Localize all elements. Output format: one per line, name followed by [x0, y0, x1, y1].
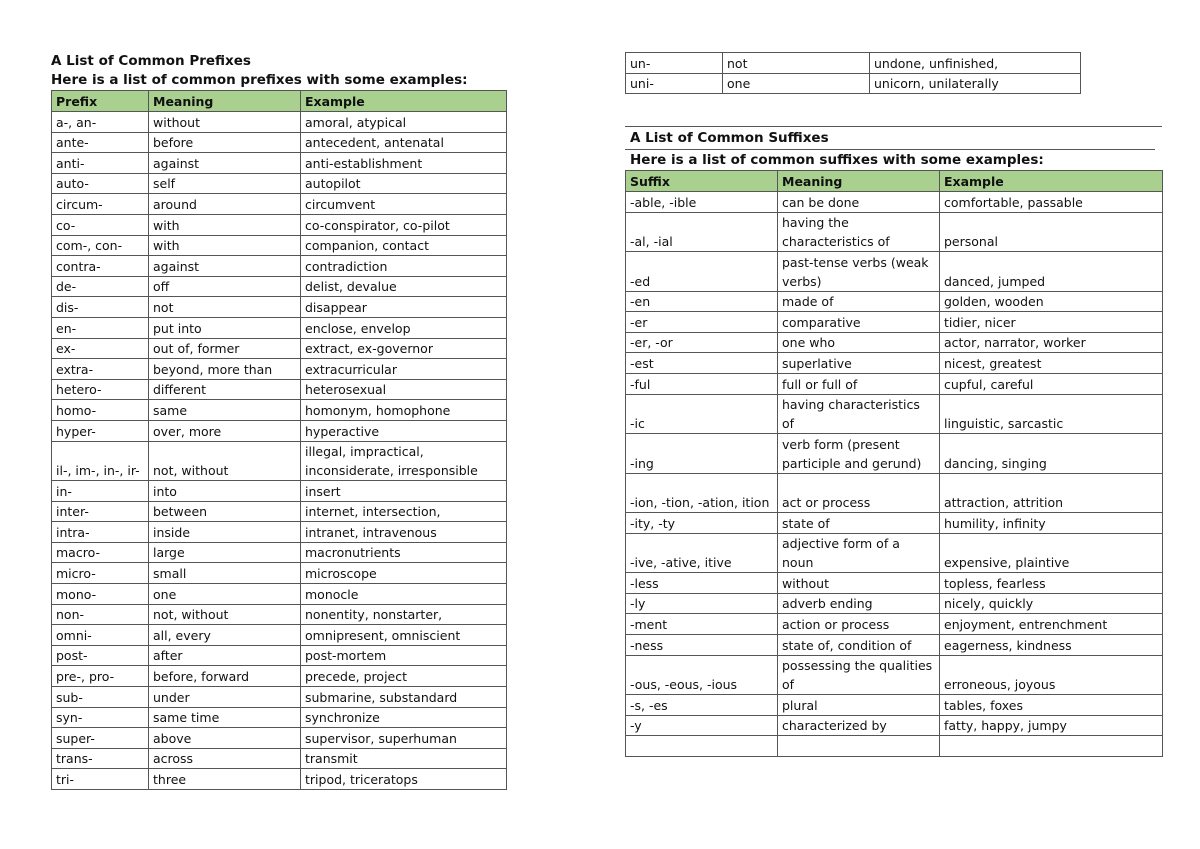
- cell-example: amoral, atypical: [301, 112, 507, 133]
- cell-meaning: one: [149, 583, 301, 604]
- table-row: [52, 522, 507, 543]
- cell-example: extract, ex-governor: [301, 338, 507, 359]
- table-row: [52, 748, 507, 769]
- prefixes-header-row: [52, 91, 507, 112]
- cell-suffix: -ment: [626, 614, 778, 635]
- cell-prefix: post-: [52, 645, 149, 666]
- cell-example: comfortable, passable: [940, 192, 1163, 213]
- suffixes-intro: Here is a list of common suffixes with some examples:: [630, 152, 1044, 168]
- cell-prefix: ex-: [52, 338, 149, 359]
- table-row: [626, 533, 1163, 573]
- cell-example: personal: [940, 212, 1163, 252]
- cell-meaning: after: [149, 645, 301, 666]
- table-row: [626, 593, 1163, 614]
- column-header-prefix: Prefix: [52, 91, 149, 112]
- cell-example: disappear: [301, 297, 507, 318]
- cell-example: autopilot: [301, 173, 507, 194]
- cell-meaning: large: [149, 542, 301, 563]
- cell-meaning: above: [149, 728, 301, 749]
- cell-suffix: -er, -or: [626, 332, 778, 353]
- cell-suffix: -y: [626, 715, 778, 736]
- cell-example: hyperactive: [301, 420, 507, 441]
- table-row: [52, 542, 507, 563]
- cell-example: nicest, greatest: [940, 353, 1163, 374]
- table-row: [52, 132, 507, 153]
- cell-prefix: en-: [52, 317, 149, 338]
- table-row: [52, 214, 507, 235]
- cell-prefix: super-: [52, 728, 149, 749]
- cell-prefix: com-, con-: [52, 235, 149, 256]
- cell-meaning: act or process: [778, 473, 940, 513]
- cell-example: dancing, singing: [940, 434, 1163, 474]
- cell-suffix: -ness: [626, 634, 778, 655]
- cell-prefix: hetero-: [52, 379, 149, 400]
- cell-prefix: uni-: [626, 73, 723, 94]
- cell-meaning: not, without: [149, 604, 301, 625]
- cell-prefix: auto-: [52, 173, 149, 194]
- cell-meaning: with: [149, 235, 301, 256]
- cell-example: submarine, substandard: [301, 686, 507, 707]
- table-row: [626, 695, 1163, 716]
- table-row: [626, 332, 1163, 353]
- table-row: [626, 212, 1163, 252]
- column-header-meaning: Meaning: [778, 171, 940, 192]
- cell-prefix: pre-, pro-: [52, 666, 149, 687]
- cell-example: post-mortem: [301, 645, 507, 666]
- cell-example: synchronize: [301, 707, 507, 728]
- cell-example: danced, jumped: [940, 252, 1163, 292]
- cell-meaning: superlative: [778, 353, 940, 374]
- cell-prefix: sub-: [52, 686, 149, 707]
- cell-example: linguistic, sarcastic: [940, 394, 1163, 434]
- cell-meaning: having the characteristics of: [778, 212, 940, 252]
- table-row: [52, 379, 507, 400]
- cell-suffix: -ed: [626, 252, 778, 292]
- cell-meaning: with: [149, 214, 301, 235]
- table-row: [626, 434, 1163, 474]
- table-row: [52, 604, 507, 625]
- cell-example: erroneous, joyous: [940, 655, 1163, 695]
- cell-example: anti-establishment: [301, 153, 507, 174]
- cell-example: internet, intersection,: [301, 501, 507, 522]
- table-row: [52, 112, 507, 133]
- table-row: [626, 291, 1163, 312]
- table-row: [52, 645, 507, 666]
- cell-example: illegal, impractical, inconsiderate, irresponsible: [301, 441, 507, 481]
- table-row: [52, 666, 507, 687]
- cell-example: monocle: [301, 583, 507, 604]
- cell-example: enjoyment, entrenchment: [940, 614, 1163, 635]
- cell-meaning: against: [149, 256, 301, 277]
- cell-meaning: self: [149, 173, 301, 194]
- cell-meaning: without: [778, 573, 940, 594]
- cell-meaning: before, forward: [149, 666, 301, 687]
- cell-example: expensive, plaintive: [940, 533, 1163, 573]
- cell-meaning: under: [149, 686, 301, 707]
- cell-meaning: out of, former: [149, 338, 301, 359]
- prefixes-table-continued: [625, 52, 1081, 94]
- cell-prefix: mono-: [52, 583, 149, 604]
- cell-meaning: against: [149, 153, 301, 174]
- cell-suffix: -er: [626, 312, 778, 333]
- cell-prefix: non-: [52, 604, 149, 625]
- cell-example: circumvent: [301, 194, 507, 215]
- cell-example: homonym, homophone: [301, 400, 507, 421]
- cell-example: insert: [301, 481, 507, 502]
- table-row: [626, 655, 1163, 695]
- cell-suffix: -less: [626, 573, 778, 594]
- cell-example: tables, foxes: [940, 695, 1163, 716]
- table-row: [52, 276, 507, 297]
- cell-prefix: dis-: [52, 297, 149, 318]
- table-row: [626, 353, 1163, 374]
- suffixes-header-row: [626, 171, 1163, 192]
- cell-prefix: inter-: [52, 501, 149, 522]
- cell-meaning: put into: [149, 317, 301, 338]
- table-row: [626, 252, 1163, 292]
- table-row: [626, 53, 1081, 74]
- cell-suffix: -able, -ible: [626, 192, 778, 213]
- cell-meaning: over, more: [149, 420, 301, 441]
- cell-meaning: off: [149, 276, 301, 297]
- cell-prefix: anti-: [52, 153, 149, 174]
- cell-meaning: beyond, more than: [149, 359, 301, 380]
- cell-meaning: same time: [149, 707, 301, 728]
- cell-meaning: not: [149, 297, 301, 318]
- suffixes-title-divider: [625, 149, 1155, 150]
- cell-prefix: contra-: [52, 256, 149, 277]
- suffixes-table: [625, 170, 1163, 757]
- cell-meaning: action or process: [778, 614, 940, 635]
- cell-example: antecedent, antenatal: [301, 132, 507, 153]
- cell-prefix: a-, an-: [52, 112, 149, 133]
- cell-example: macronutrients: [301, 542, 507, 563]
- column-header-example: Example: [301, 91, 507, 112]
- table-row: [52, 501, 507, 522]
- cell-meaning: all, every: [149, 625, 301, 646]
- table-row: [52, 256, 507, 277]
- cell-prefix: in-: [52, 481, 149, 502]
- cell-meaning: small: [149, 563, 301, 584]
- cell-prefix: homo-: [52, 400, 149, 421]
- cell-meaning: not: [723, 53, 870, 74]
- table-row: [626, 373, 1163, 394]
- suffixes-title: A List of Common Suffixes: [630, 130, 829, 146]
- cell-suffix: -en: [626, 291, 778, 312]
- cell-suffix: -ive, -ative, itive: [626, 533, 778, 573]
- cell-suffix: -ous, -eous, -ious: [626, 655, 778, 695]
- cell-prefix: ante-: [52, 132, 149, 153]
- cell-example: fatty, happy, jumpy: [940, 715, 1163, 736]
- cell-prefix: co-: [52, 214, 149, 235]
- table-row: [52, 297, 507, 318]
- cell-example: extracurricular: [301, 359, 507, 380]
- cell-meaning: same: [149, 400, 301, 421]
- cell-example: golden, wooden: [940, 291, 1163, 312]
- cell-prefix: il-, im-, in-, ir-: [52, 441, 149, 481]
- cell-meaning: having characteristics of: [778, 394, 940, 434]
- cell-meaning: verb form (present participle and gerund): [778, 434, 940, 474]
- cell-example: companion, contact: [301, 235, 507, 256]
- table-row: [626, 473, 1163, 513]
- cell-meaning: not, without: [149, 441, 301, 481]
- table-row: [626, 736, 1163, 757]
- cell-meaning: one: [723, 73, 870, 94]
- cell-example: enclose, envelop: [301, 317, 507, 338]
- table-row: [52, 153, 507, 174]
- table-row: [626, 394, 1163, 434]
- table-row: [52, 173, 507, 194]
- cell-prefix: de-: [52, 276, 149, 297]
- cell-example: eagerness, kindness: [940, 634, 1163, 655]
- cell-prefix: macro-: [52, 542, 149, 563]
- cell-suffix: -ly: [626, 593, 778, 614]
- table-row: [52, 563, 507, 584]
- column-header-meaning: Meaning: [149, 91, 301, 112]
- table-row: [52, 420, 507, 441]
- table-row: [52, 235, 507, 256]
- table-row: [52, 359, 507, 380]
- cell-example: microscope: [301, 563, 507, 584]
- table-row: [52, 707, 507, 728]
- cell-example: unicorn, unilaterally: [870, 73, 1081, 94]
- cell-suffix: -ion, -tion, -ation, ition: [626, 473, 778, 513]
- cell-suffix: [626, 736, 778, 757]
- table-row: [626, 715, 1163, 736]
- cell-example: delist, devalue: [301, 276, 507, 297]
- table-row: [52, 728, 507, 749]
- cell-prefix: syn-: [52, 707, 149, 728]
- table-row: [626, 513, 1163, 534]
- cell-suffix: -ity, -ty: [626, 513, 778, 534]
- cell-suffix: -ful: [626, 373, 778, 394]
- cell-example: transmit: [301, 748, 507, 769]
- cell-meaning: before: [149, 132, 301, 153]
- cell-example: humility, infinity: [940, 513, 1163, 534]
- table-row: [626, 634, 1163, 655]
- table-row: [52, 317, 507, 338]
- column-header-example: Example: [940, 171, 1163, 192]
- table-row: [52, 769, 507, 790]
- cell-example: topless, fearless: [940, 573, 1163, 594]
- table-row: [52, 686, 507, 707]
- cell-prefix: un-: [626, 53, 723, 74]
- table-row: [626, 73, 1081, 94]
- cell-meaning: plural: [778, 695, 940, 716]
- cell-prefix: trans-: [52, 748, 149, 769]
- cell-prefix: micro-: [52, 563, 149, 584]
- cell-meaning: can be done: [778, 192, 940, 213]
- table-row: [626, 573, 1163, 594]
- cell-meaning: possessing the qualities of: [778, 655, 940, 695]
- cell-example: cupful, careful: [940, 373, 1163, 394]
- cell-suffix: -al, -ial: [626, 212, 778, 252]
- cell-example: nicely, quickly: [940, 593, 1163, 614]
- table-row: [626, 312, 1163, 333]
- cell-meaning: between: [149, 501, 301, 522]
- cell-meaning: full or full of: [778, 373, 940, 394]
- cell-meaning: different: [149, 379, 301, 400]
- cell-meaning: without: [149, 112, 301, 133]
- cell-example: supervisor, superhuman: [301, 728, 507, 749]
- cell-prefix: tri-: [52, 769, 149, 790]
- cell-prefix: circum-: [52, 194, 149, 215]
- cell-suffix: -ic: [626, 394, 778, 434]
- cell-meaning: into: [149, 481, 301, 502]
- cell-example: attraction, attrition: [940, 473, 1163, 513]
- cell-example: omnipresent, omniscient: [301, 625, 507, 646]
- cell-meaning: comparative: [778, 312, 940, 333]
- cell-suffix: -est: [626, 353, 778, 374]
- cell-meaning: around: [149, 194, 301, 215]
- cell-example: tidier, nicer: [940, 312, 1163, 333]
- cell-prefix: extra-: [52, 359, 149, 380]
- cell-meaning: [778, 736, 940, 757]
- cell-meaning: inside: [149, 522, 301, 543]
- cell-meaning: three: [149, 769, 301, 790]
- cell-prefix: intra-: [52, 522, 149, 543]
- column-header-suffix: Suffix: [626, 171, 778, 192]
- cell-meaning: adverb ending: [778, 593, 940, 614]
- cell-example: precede, project: [301, 666, 507, 687]
- cell-example: actor, narrator, worker: [940, 332, 1163, 353]
- table-row: [52, 625, 507, 646]
- cell-example: [940, 736, 1163, 757]
- cell-example: co-conspirator, co-pilot: [301, 214, 507, 235]
- prefixes-intro: Here is a list of common prefixes with some examples:: [51, 72, 468, 88]
- table-row: [52, 400, 507, 421]
- cell-suffix: -s, -es: [626, 695, 778, 716]
- cell-meaning: across: [149, 748, 301, 769]
- cell-meaning: adjective form of a noun: [778, 533, 940, 573]
- cell-meaning: past-tense verbs (weak verbs): [778, 252, 940, 292]
- cell-example: intranet, intravenous: [301, 522, 507, 543]
- cell-example: nonentity, nonstarter,: [301, 604, 507, 625]
- cell-prefix: omni-: [52, 625, 149, 646]
- cell-prefix: hyper-: [52, 420, 149, 441]
- prefixes-title: A List of Common Prefixes: [51, 53, 251, 69]
- table-row: [626, 614, 1163, 635]
- cell-suffix: -ing: [626, 434, 778, 474]
- prefixes-table: [51, 90, 507, 790]
- cell-example: undone, unfinished,: [870, 53, 1081, 74]
- cell-example: contradiction: [301, 256, 507, 277]
- cell-meaning: characterized by: [778, 715, 940, 736]
- table-row: [52, 583, 507, 604]
- cell-meaning: made of: [778, 291, 940, 312]
- cell-example: heterosexual: [301, 379, 507, 400]
- table-row: [52, 481, 507, 502]
- table-row: [52, 338, 507, 359]
- table-row: [52, 194, 507, 215]
- cell-meaning: state of: [778, 513, 940, 534]
- table-row: [52, 441, 507, 481]
- cell-meaning: one who: [778, 332, 940, 353]
- cell-example: tripod, triceratops: [301, 769, 507, 790]
- cell-meaning: state of, condition of: [778, 634, 940, 655]
- table-row: [626, 192, 1163, 213]
